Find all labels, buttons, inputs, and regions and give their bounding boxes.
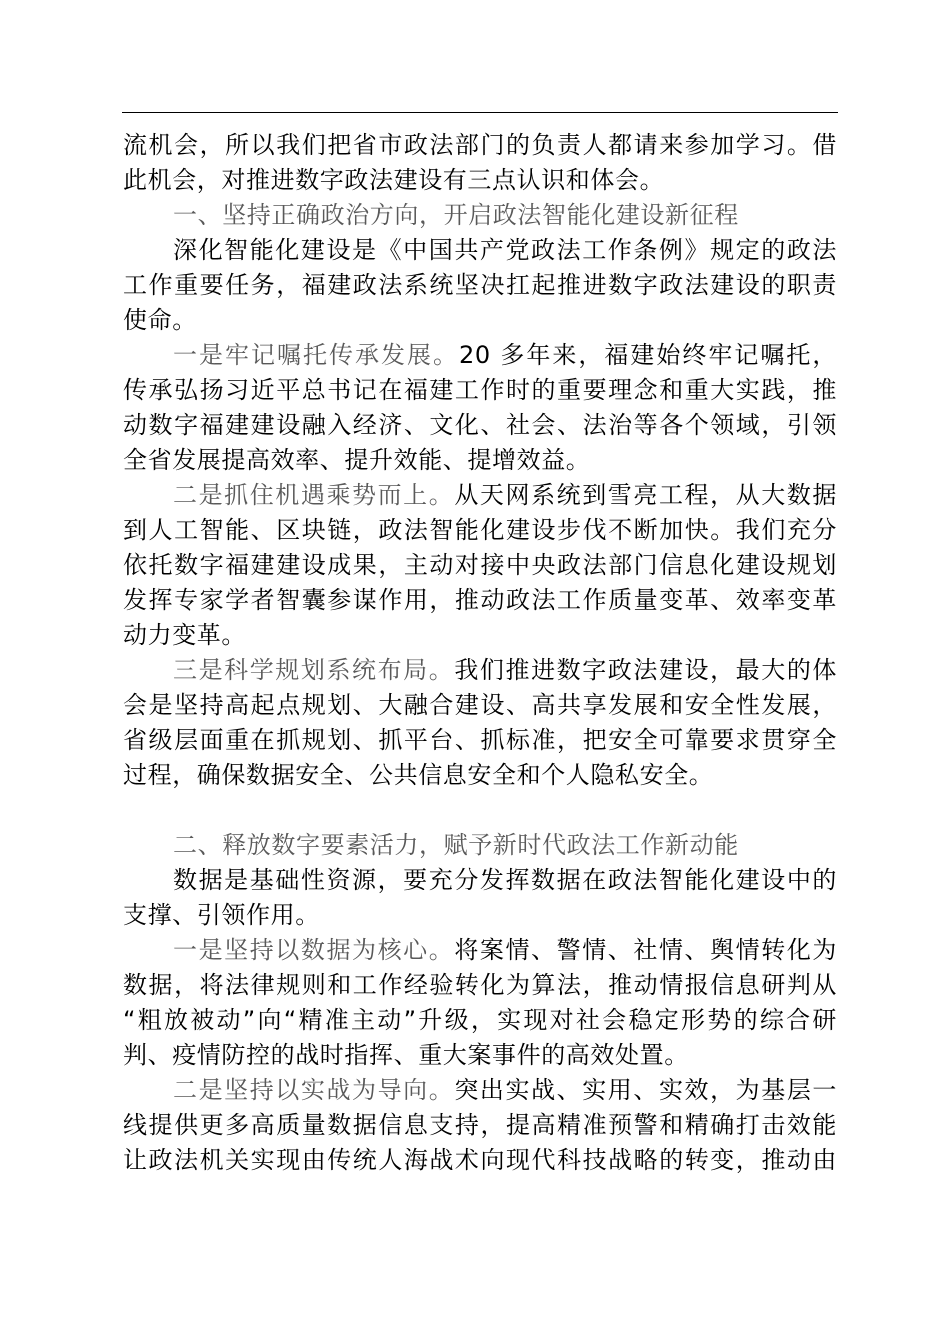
paragraph-lead: 一是牢记嘱托传承发展。 [173, 341, 460, 369]
body-line: 线提供更多高质量数据信息支持，提高精准预警和精确打击效能 [123, 1111, 837, 1139]
body-line: 动力变革。 [123, 621, 246, 649]
body-line: 动数字福建建设融入经济、文化、社会、法治等各个领域，引领 [123, 411, 837, 439]
paragraph-first-line [123, 1073, 837, 1108]
body-line: 使命。 [123, 306, 197, 334]
body-line: 传承弘扬习近平总书记在福建工作时的重要理念和重大实践，推 [123, 376, 837, 404]
body-line: 让政法机关实现由传统人海战术向现代科技战略的转变，推动由 [123, 1146, 837, 1174]
section-heading-2: 二、释放数字要素活力，赋予新时代政法工作新动能 [173, 831, 739, 859]
body-line: 工作重要任务，福建政法系统坚决扛起推进数字政法建设的职责 [123, 271, 837, 299]
header-rule [122, 112, 838, 113]
body-line: 全省发展提高效率、提升效能、提增效益。 [123, 446, 591, 474]
document-body [123, 128, 837, 1178]
body-line: 依托数字福建建设成果，主动对接中央政法部门信息化建设规划 [123, 551, 837, 579]
paragraph-first-line [123, 653, 837, 688]
body-line: 深化智能化建设是《中国共产党政法工作条例》规定的政法 [173, 236, 837, 264]
paragraph-text: 突出实战、实用、实效，为基层一 [454, 1076, 837, 1104]
paragraph-lead: 二是抓住机遇乘势而上。 [173, 481, 455, 509]
paragraph-text: 我们推进数字政法建设，最大的体 [454, 656, 837, 684]
paragraph-gap [123, 793, 837, 828]
body-line: 流机会，所以我们把省市政法部门的负责人都请来参加学习。借 [123, 131, 837, 159]
body-line: 此机会，对推进数字政法建设有三点认识和体会。 [123, 166, 665, 194]
body-line: 会是坚持高起点规划、大融合建设、高共享发展和安全性发展， [123, 691, 837, 719]
paragraph-first-line [123, 933, 837, 968]
paragraph-lead: 二是坚持以实战为导向。 [173, 1076, 455, 1104]
body-line: 支撑、引领作用。 [123, 901, 320, 929]
paragraph-lead: 三是科学规划系统布局。 [173, 656, 455, 684]
body-line: 省级层面重在抓规划、抓平台、抓标准，把安全可靠要求贯穿全 [123, 726, 837, 754]
paragraph-text: 20 多年来，福建始终牢记嘱托， [459, 341, 837, 369]
body-line: 数据，将法律规则和工作经验转化为算法，推动情报信息研判从 [123, 971, 837, 999]
body-line: 过程，确保数据安全、公共信息安全和个人隐私安全。 [123, 761, 714, 789]
paragraph-first-line [123, 478, 837, 513]
section-heading-1: 一、坚持正确政治方向，开启政法智能化建设新征程 [173, 201, 739, 229]
body-line: 发挥专家学者智囊参谋作用，推动政法工作质量变革、效率变革 [123, 586, 837, 614]
body-line: 数据是基础性资源，要充分发挥数据在政法智能化建设中的 [173, 866, 837, 894]
paragraph-text: 从天网系统到雪亮工程，从大数据 [454, 481, 837, 509]
body-line: “粗放被动”向“精准主动”升级，实现对社会稳定形势的综合研 [123, 1006, 837, 1034]
paragraph-lead: 一是坚持以数据为核心。 [173, 936, 455, 964]
body-line: 到人工智能、区块链，政法智能化建设步伐不断加快。我们充分 [123, 516, 837, 544]
body-line: 判、疫情防控的战时指挥、重大案事件的高效处置。 [123, 1041, 689, 1069]
paragraph-first-line [123, 338, 837, 373]
paragraph-text: 将案情、警情、社情、舆情转化为 [454, 936, 837, 964]
